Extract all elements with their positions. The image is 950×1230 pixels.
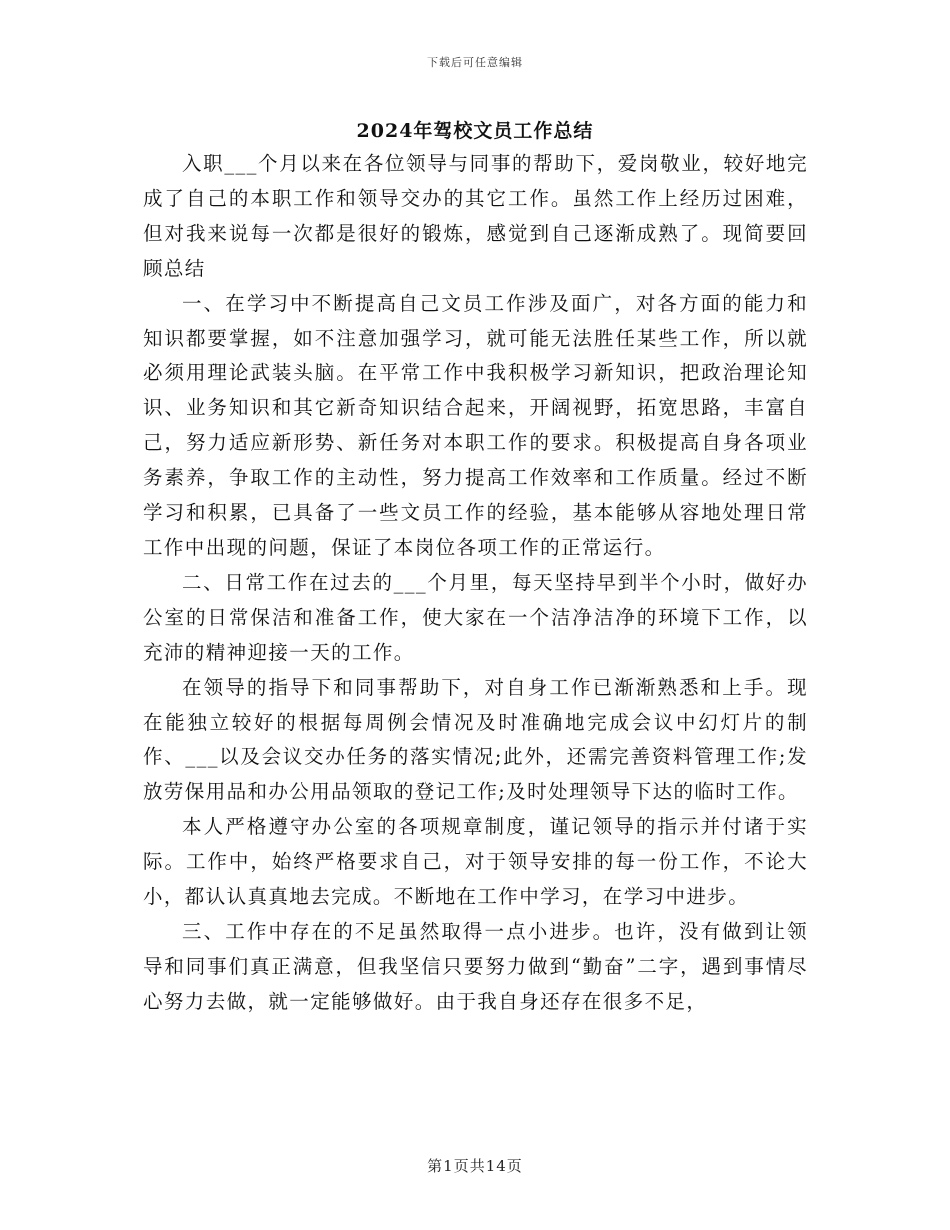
paragraph-section-1: 一、在学习中不断提高自己文员工作涉及面广，对各方面的能力和知识都要掌握，如不注意加强学习，就可能无法胜任某些工作，所以就必须用理论武装头脑。在平常工作中我积极学习新知识，把政治理论知识、业务知识和其它新奇知识结合起来，开阔视野，拓宽思路，丰富自己，努力适应新形势、新任务对本职工作的要求。积极提高自身各项业务素养，争取工作的主动性，努力提高工作效率和工作质量。经过不断学习和积累，已具备了一些文员工作的经验，基本能够从容地处理日常工作中出现的问题，保证了本岗位各项工作的正常运行。 (143, 291, 808, 559)
page-number: 第1页共14页 (427, 1157, 523, 1175)
paragraph-intro: 入职___个月以来在各位领导与同事的帮助下，爱岗敬业，较好地完成了自己的本职工作和领导交办的其它工作。虽然工作上经历过困难，但对我来说每一次都是很好的锻炼，感觉到自己逐渐成熟了。现简要回顾总结 (143, 152, 808, 280)
document-title: 2024年驾校文员工作总结 (356, 120, 594, 142)
page-header-note: 下载后可任意编辑 (427, 56, 523, 69)
paragraph-guidance: 在领导的指导下和同事帮助下，对自身工作已渐渐熟悉和上手。现在能独立较好的根据每周例会情况及时准确地完成会议中幻灯片的制作、___以及会议交办任务的落实情况;此外，还需完善资料管理工作;发放劳保用品和办公用品领取的登记工作;及时处理领导下达的临时工作。 (143, 675, 808, 804)
paragraph-section-3: 三、工作中存在的不足虽然取得一点小进步。也许，没有做到让领导和同事们真正满意，但我坚信只要努力做到“勤奋”二字，遇到事情尽心努力去做，就一定能够做好。由于我自身还存在很多不足， (143, 919, 808, 1013)
document-body (143, 147, 808, 1020)
paragraph-discipline: 本人严格遵守办公室的各项规章制度，谨记领导的指示并付诸于实际。工作中，始终严格要求自己，对于领导安排的每一份工作，不论大小，都认认真真地去完成。不断地在工作中学习，在学习中进步。 (143, 815, 808, 909)
paragraph-section-2: 二、日常工作在过去的___个月里，每天坚持早到半个小时，做好办公室的日常保洁和准备工作，使大家在一个洁净洁净的环境下工作，以充沛的精神迎接一天的工作。 (143, 570, 808, 664)
